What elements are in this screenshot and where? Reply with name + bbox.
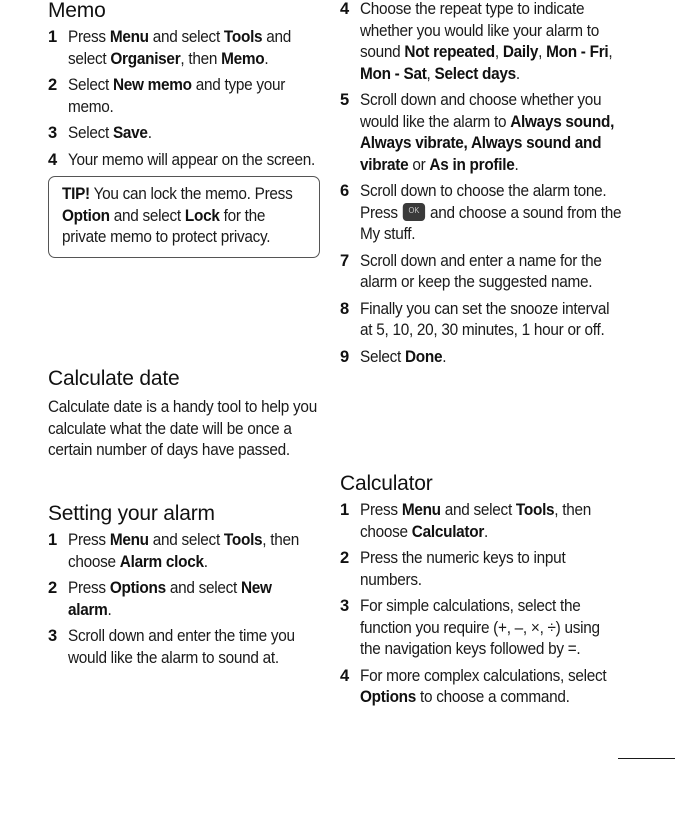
- step-item: [340, 500, 625, 543]
- step-text: Finally you can set the snooze interval at 5, 10, 20, 30 minutes, 1 hour or off.: [360, 299, 610, 339]
- step-item: [340, 0, 625, 85]
- emphasis-text: Done: [404, 347, 443, 366]
- emphasis-text: Options: [109, 579, 166, 597]
- step-text: Scroll down to choose the alarm tone. Press OK and choose a sound from the My stuff.: [360, 182, 622, 243]
- step-number: 6: [340, 182, 349, 200]
- step-item: [340, 347, 625, 369]
- step-number: 4: [340, 666, 349, 685]
- emphasis-text: Alarm clock: [119, 552, 204, 571]
- step-item: [48, 75, 320, 118]
- ok-key-label: OK: [408, 205, 420, 215]
- memo-section: [48, 0, 320, 258]
- step-text: Choose the repeat type to indicate whether you would like your alarm to sound Not repeated, Daily, Mon - Fri, Mon - Sat, Select days.: [360, 0, 613, 83]
- step-number: 4: [340, 0, 349, 18]
- step-number: 5: [340, 91, 349, 109]
- step-text: Press the numeric keys to input numbers.: [360, 549, 566, 589]
- step-item: [48, 626, 320, 669]
- emphasis-text: Tools: [223, 28, 263, 46]
- step-item: [48, 578, 320, 621]
- step-number: 8: [340, 299, 349, 318]
- step-number: 7: [340, 251, 349, 270]
- calculator-section: [340, 472, 625, 714]
- alarm-section-continued: [340, 0, 625, 373]
- step-number: 3: [340, 597, 349, 615]
- step-number: 1: [48, 531, 57, 549]
- emphasis-text: Mon - Fri: [546, 43, 609, 61]
- alarm-steps-left: [48, 530, 320, 669]
- step-number: 1: [48, 28, 57, 46]
- step-item: [340, 548, 625, 591]
- step-item: [48, 150, 320, 172]
- step-text: Scroll down and enter the time you would like the alarm to sound at.: [68, 627, 295, 667]
- emphasis-text: New alarm: [68, 579, 272, 619]
- calculate-date-section: [48, 367, 320, 462]
- tip-box: [48, 176, 320, 258]
- page-footer-rule: [618, 758, 675, 759]
- emphasis-text: Mon - Sat: [360, 64, 427, 83]
- calculate-date-heading: Calculate date: [48, 367, 180, 390]
- alarm-steps-right: [340, 0, 625, 368]
- step-text: Press Menu and select Tools, then choose Alarm clock.: [68, 531, 300, 571]
- alarm-section: [48, 502, 320, 674]
- step-item: [340, 251, 625, 294]
- emphasis-text: Memo: [221, 49, 265, 68]
- calculate-date-text: Calculate date is a handy tool to help you calculate what the date will be once a certain number of days have passed.: [48, 398, 317, 459]
- step-text: Press Menu and select Tools and select Organiser, then Memo.: [68, 28, 292, 68]
- step-text: For more complex calculations, select Options to choose a command.: [360, 666, 607, 706]
- emphasis-text: New memo: [112, 76, 192, 94]
- step-item: [48, 530, 320, 573]
- memo-heading: Memo: [48, 0, 106, 22]
- step-text: For simple calculations, select the function you require (+, –, ×, ÷) using the navigation keys followed by =.: [360, 597, 600, 658]
- step-number: 2: [48, 579, 57, 597]
- emphasis-text: Menu: [401, 501, 441, 519]
- emphasis-text: Always sound, Always vibrate, Always sound and vibrate: [360, 112, 615, 174]
- step-text: Press Options and select New alarm.: [68, 579, 272, 619]
- step-number: 3: [48, 124, 57, 142]
- memo-steps: [48, 27, 320, 171]
- step-text: Press Menu and select Tools, then choose Calculator.: [360, 501, 592, 541]
- emphasis-text: Calculator: [411, 522, 485, 541]
- emphasis-text: As in profile: [429, 155, 515, 174]
- tip-text: TIP! You can lock the memo. Press Option and select Lock for the private memo to protect privacy.: [62, 185, 293, 246]
- step-text: Select New memo and type your memo.: [68, 76, 286, 116]
- emphasis-text: Options: [360, 688, 417, 706]
- emphasis-text: Menu: [109, 28, 149, 46]
- emphasis-text: Save: [112, 124, 148, 142]
- step-text: Select Save.: [68, 124, 152, 142]
- step-item: [340, 596, 625, 661]
- step-number: 4: [48, 150, 57, 169]
- emphasis-text: Daily: [502, 43, 539, 61]
- emphasis-text: Tools: [223, 531, 263, 549]
- step-text: Select Done.: [360, 347, 447, 366]
- emphasis-text: Select days: [434, 64, 516, 83]
- step-item: [340, 299, 625, 342]
- step-text: Scroll down and choose whether you would like the alarm to Always sound, Always vibrate, Always sound and vibrate or As in profile.: [360, 91, 615, 174]
- step-number: 1: [340, 501, 349, 519]
- emphasis-text: TIP!: [62, 185, 90, 203]
- step-item: [340, 181, 625, 246]
- step-number: 2: [340, 549, 349, 567]
- emphasis-text: Option: [62, 206, 110, 225]
- step-text: Your memo will appear on the screen.: [68, 150, 315, 169]
- emphasis-text: Tools: [515, 501, 555, 519]
- emphasis-text: Lock: [184, 206, 220, 225]
- emphasis-text: Not repeated: [404, 43, 495, 61]
- step-number: 9: [340, 347, 349, 366]
- step-item: [48, 123, 320, 145]
- step-number: 3: [48, 627, 57, 645]
- step-item: [340, 90, 625, 176]
- step-item: [48, 27, 320, 70]
- emphasis-text: Menu: [109, 531, 149, 549]
- step-item: [340, 666, 625, 709]
- ok-key-icon: [403, 203, 425, 221]
- alarm-heading: Setting your alarm: [48, 502, 215, 525]
- calculator-heading: Calculator: [340, 472, 433, 495]
- step-number: 2: [48, 76, 57, 94]
- step-text: Scroll down and enter a name for the alarm or keep the suggested name.: [360, 251, 602, 291]
- emphasis-text: Organiser: [110, 49, 181, 68]
- calculator-steps: [340, 500, 625, 709]
